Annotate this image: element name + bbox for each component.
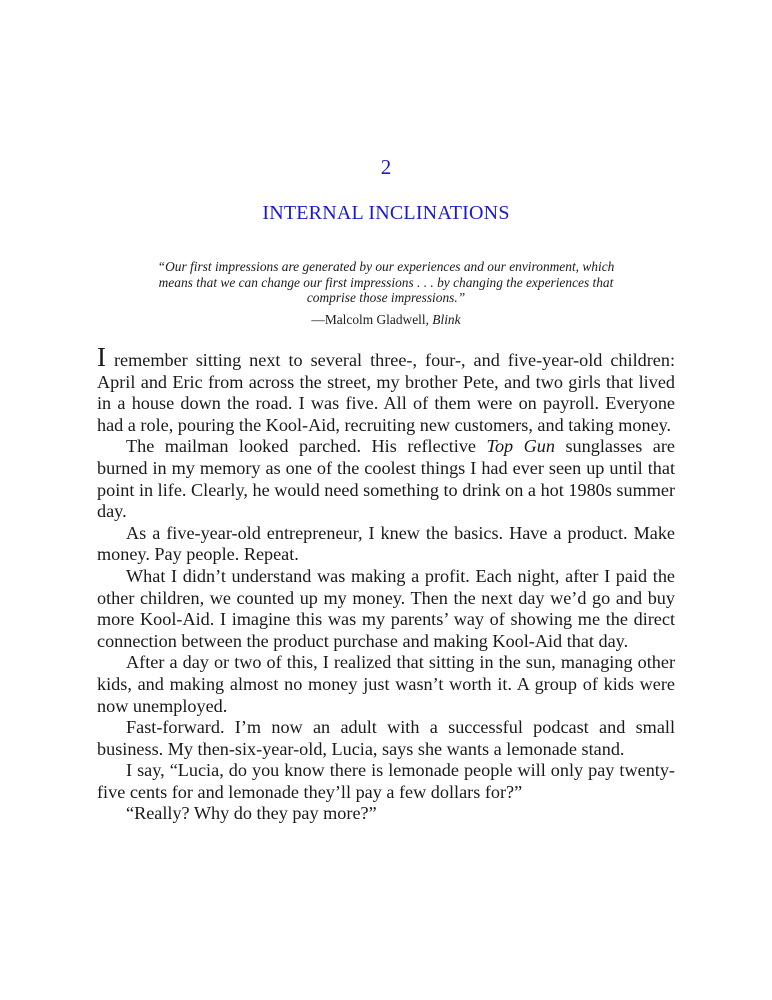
paragraph-8: “Really? Why do they pay more?” xyxy=(126,803,377,824)
paragraph-3: As a five-year-old entrepreneur, I knew the basics. Have a product. Make money. Pay people. Repeat. xyxy=(97,522,675,565)
chapter-title: INTERNAL INCLINATIONS xyxy=(262,202,510,224)
initial-letter: I xyxy=(97,342,106,372)
paragraph-2-text-after: sunglasses are burned in my memory as one of the coolest things I had ever seen up until that point in life. Clearly, he would need something to drink on a hot 1980s summer day. xyxy=(97,436,675,522)
paragraph-1 xyxy=(97,342,675,436)
paragraph-6: Fast-forward. I’m now an adult with a successful podcast and small business. My then-six-year-old, Lucia, says she wants a lemonade stand. xyxy=(97,717,675,759)
paragraph-7: I say, “Lucia, do you know there is lemonade people will only pay twenty-five cents for and lemonade they’ll pay a few dollars for?” xyxy=(97,760,675,802)
chapter-body xyxy=(97,342,675,825)
movie-title: Top Gun xyxy=(486,436,555,457)
epigraph-attribution xyxy=(0,312,772,328)
epigraph-quote: “Our first impressions are generated by our experiences and our environment, which means that we can change our first impressions . . . by changing the experiences that comprise those impressions.” xyxy=(157,259,615,305)
paragraph-5: After a day or two of this, I realized that sitting in the sun, managing other kids, and making almost no money just wasn’t worth it. A group of kids were now unemployed. xyxy=(97,652,675,716)
paragraph-1-text: remember sitting next to several three-, four-, and five-year-old children: April and Eric from across the street, my brother Pete, and two girls that lived in a house down the road. I was five. All of them were on payroll. Everyone had a role, pouring the Kool-Aid, recruiting new customers, and taking money. xyxy=(97,350,675,435)
paragraph-2 xyxy=(97,436,675,522)
chapter-number: 2 xyxy=(380,155,392,179)
paragraph-4: What I didn’t understand was making a profit. Each night, after I paid the other children, we counted up my money. Then the next day we’d go and buy more Kool-Aid. I imagine this was my parents’ way of showing me the direct connection between the product purchase and making Kool-Aid that day. xyxy=(97,565,675,651)
paragraph-2-text-before: The mailman looked parched. His reflective xyxy=(126,436,487,457)
attribution-book-title: Blink xyxy=(432,312,461,327)
attribution-author: —Malcolm Gladwell, xyxy=(311,312,433,327)
